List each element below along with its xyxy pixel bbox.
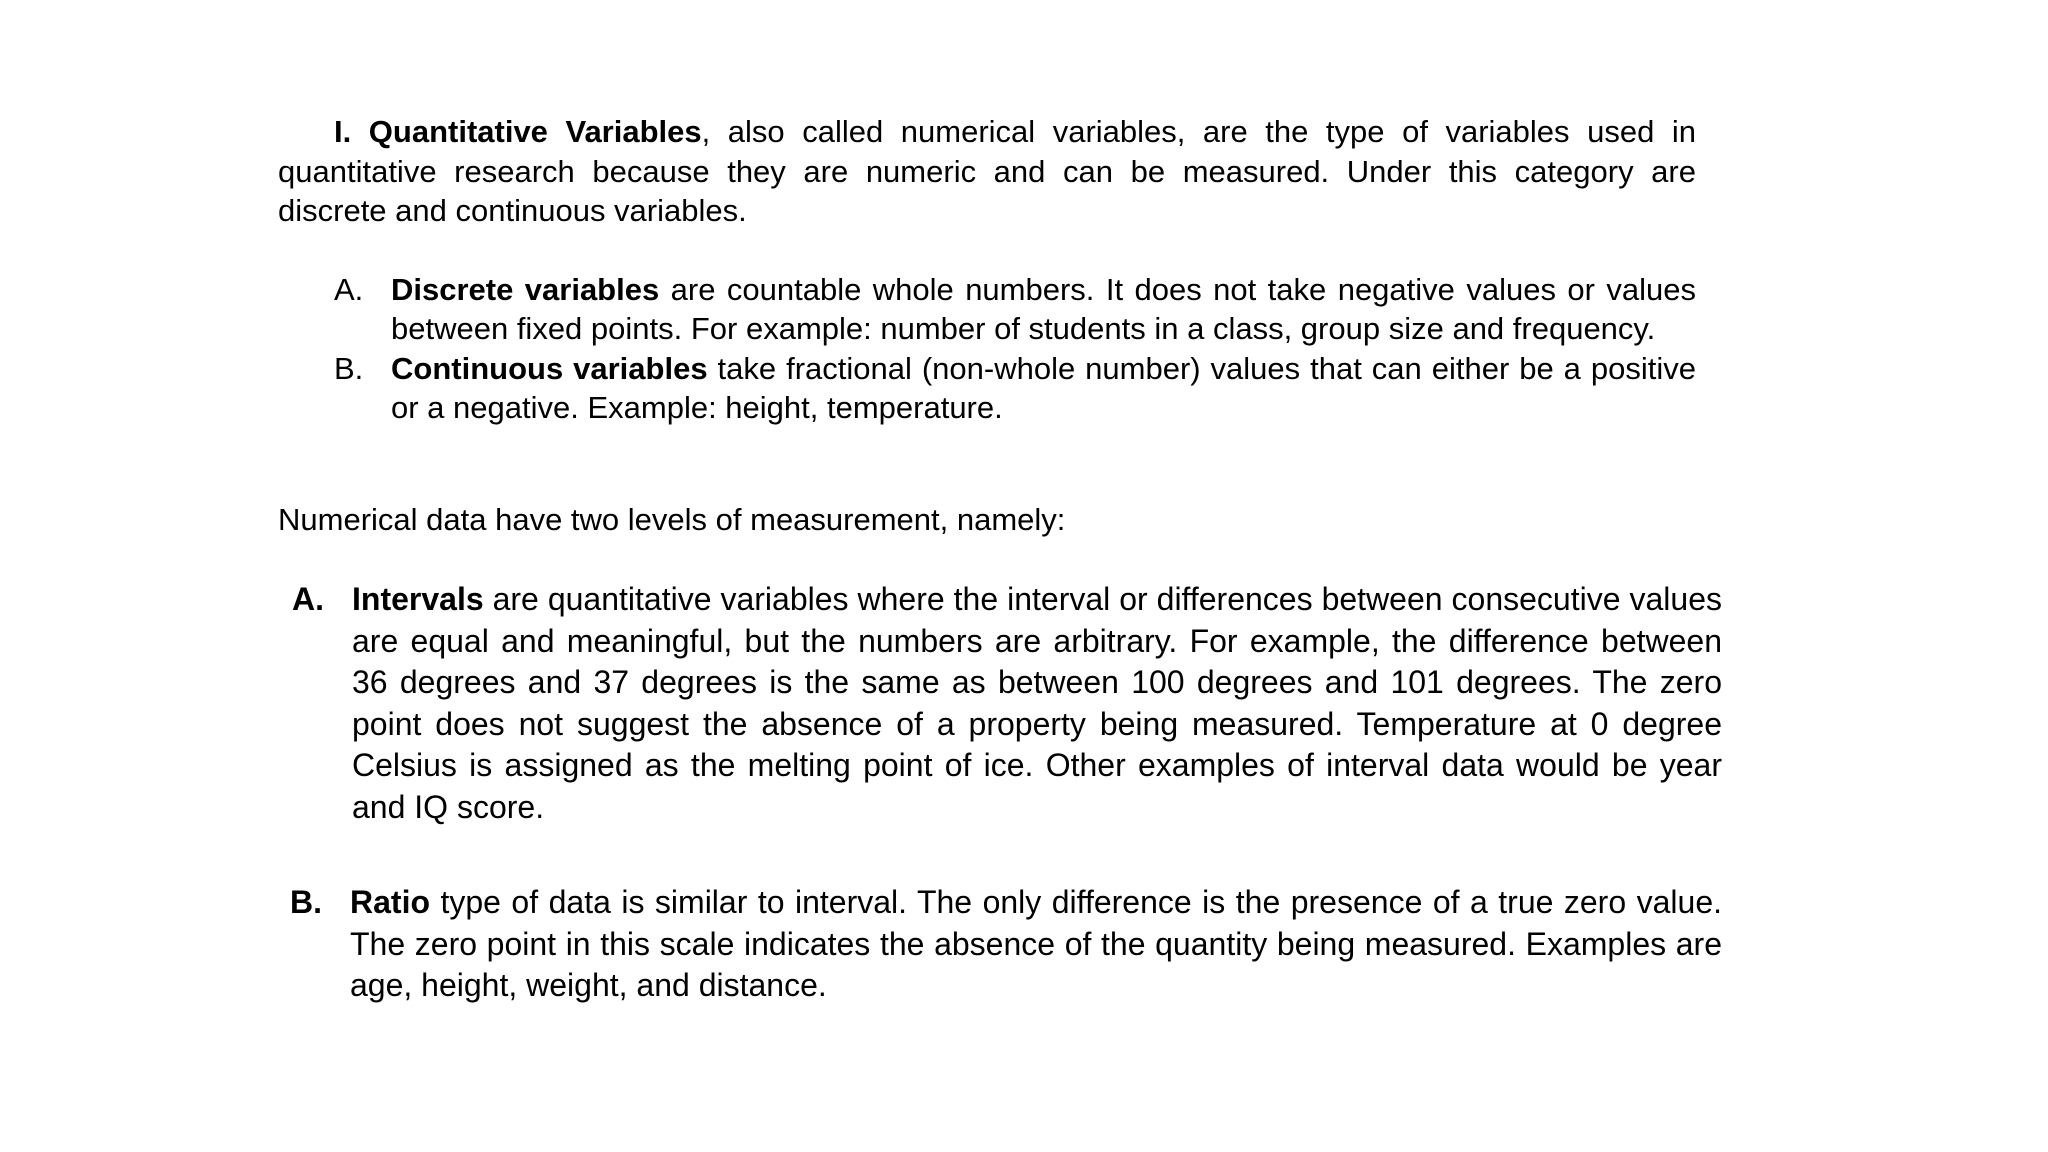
document-page	[278, 112, 1722, 1007]
list-item-text: are quantitative variables where the interval or differences between consecutive values are equal and meaningful, but the numbers are arbitrary. For example, the difference between 36 degrees and 37 degrees is the same as between 100 degrees and 101 degrees. The zero point does not suggest the absence of a property being measured. Temperature at 0 degree Celsius is assigned as the melting point of ice. Other examples of interval data would be year and IQ score.	[352, 581, 1722, 825]
levels-list	[278, 579, 1722, 1007]
list-item-intervals	[278, 579, 1722, 828]
list-item-continuous	[278, 349, 1696, 428]
levels-intro: Numerical data have two levels of measurement, namely:	[278, 501, 1066, 537]
list-marker: B.	[290, 884, 322, 920]
list-item-text: take fractional (non-whole number) values that can either be a positive or a negative. Example: height, temperature.	[391, 350, 1696, 425]
list-marker: A.	[334, 271, 364, 307]
list-item-discrete	[278, 270, 1696, 349]
intro-term: I. Quantitative Variables	[334, 114, 702, 149]
list-item-term: Ratio	[350, 884, 430, 920]
list-item-term: Discrete variables	[391, 271, 660, 307]
list-marker: A.	[292, 581, 324, 617]
list-marker: B.	[334, 350, 364, 386]
intro-text: , also called numerical variables, are the type of variables used in quantitative research because they are numeric and can be measured. Under this category are discrete and continuous variables.	[278, 114, 1696, 228]
list-item-term: Continuous variables	[391, 350, 708, 386]
list-item-text: are countable whole numbers. It does not take negative values or values between fixed points. For example: number of students in a class, group size and frequency.	[391, 271, 1696, 346]
list-item-ratio	[278, 882, 1722, 1007]
list-item-text: type of data is similar to interval. The only difference is the presence of a true zero value. The zero point in this scale indicates the absence of the quantity being measured. Examples are age, height, weight, and distance.	[350, 884, 1722, 1003]
list-item-term: Intervals	[352, 581, 484, 617]
intro-paragraph	[278, 112, 1696, 231]
variable-types-list	[278, 270, 1696, 428]
